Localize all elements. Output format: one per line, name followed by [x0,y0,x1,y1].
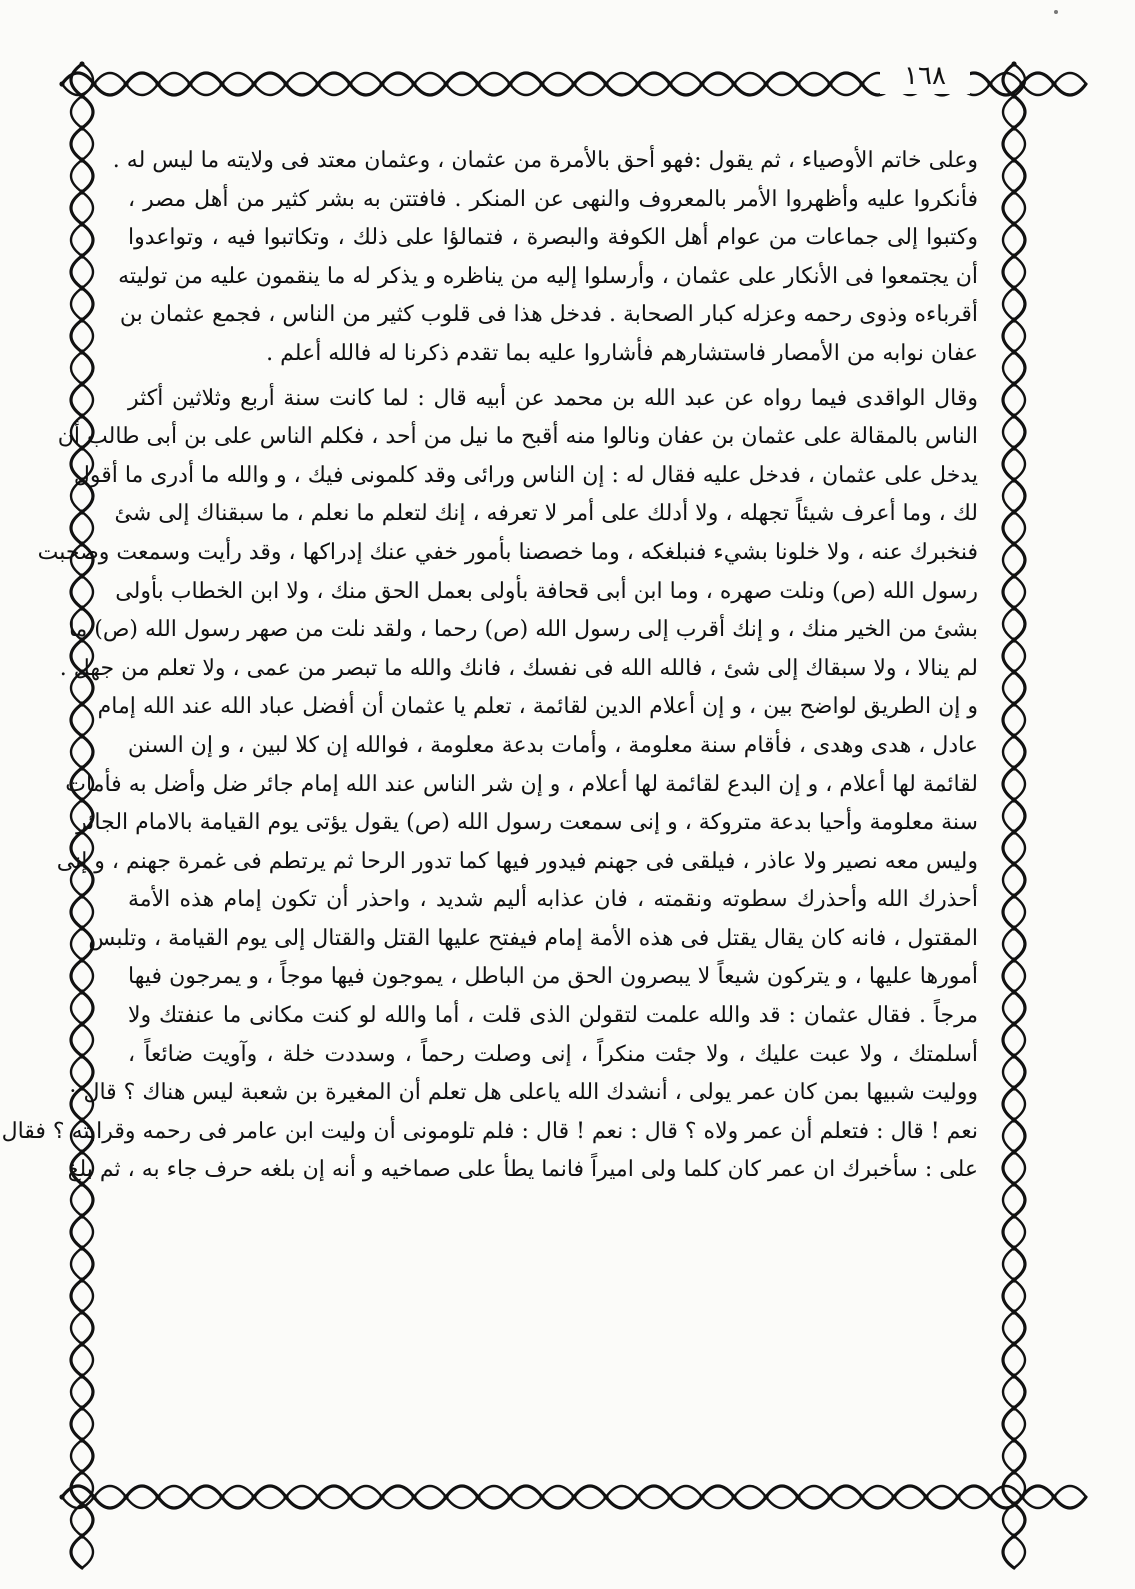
chain-knot [859,81,864,86]
chain-knot [1011,573,1016,578]
chain-knot [1011,1373,1016,1378]
chain-knot [1011,829,1016,834]
chain-knot [1011,1309,1016,1314]
chain-knot [699,1494,704,1499]
chain-knot [251,81,256,86]
chain-knot [379,81,384,86]
chain-knot [79,157,84,162]
chain-knot [1011,509,1016,514]
chain-knot [123,1494,128,1499]
chain-knot [79,957,84,962]
chain-knot [635,81,640,86]
ornamental-border-bottom [62,1477,1034,1517]
chain-knot [219,1494,224,1499]
paragraph-1 [112,142,978,374]
chain-knot [1011,1149,1016,1154]
chain-knot [1011,93,1016,98]
chain-knot [763,81,768,86]
chain-knot [79,285,84,290]
chain-knot [699,81,704,86]
chain-knot [507,81,512,86]
text-line: لك ، وما أعرف شيئاً تجهله ، ولا أدلك على أمر لا تعرفه ، إنك لتعلم ما نعلم ، ما سبقناك إلى شئ [114,501,978,527]
chain-knot [411,81,416,86]
chain-knot [1011,445,1016,450]
chain-knot [443,81,448,86]
chain-knot [187,81,192,86]
chain-knot [379,1494,384,1499]
chain-knot [891,1494,896,1499]
chain-knot [79,989,84,994]
chain-knot [79,509,84,514]
text-line: نعم ! قال : فتعلم أن عمر ولاه ؟ قال : نعم ! قال : فلم تلومونى أن وليت ابن عامر فى رحمه وقرابته ؟ فقال [1,1118,978,1144]
chain-knot [315,81,320,86]
chain-knot [79,1309,84,1314]
chain-knot [571,1494,576,1499]
text-line: رسول الله (ص) ونلت صهره ، وما ابن أبى قحافة بأولى بعمل الحق منك ، ولا ابن الخطاب بأولى [115,578,978,604]
chain-knot [79,1053,84,1058]
text-line: مرجاً . فقال عثمان : قد والله علمت لتقولن الذى قلت ، أما والله لو كنت مكانى ما عنفتك ولا [128,1003,978,1029]
text-line: و إن الطريق لواضح بين ، و إن أعلام الدين لقائمة ، تعلم يا عثمان أن أفضل عباد الله عند الله إمام [97,694,978,720]
chain-knot [1011,1533,1016,1538]
chain-knot [79,317,84,322]
chain-knot [1011,1437,1016,1442]
chain-knot [1011,669,1016,674]
chain-knot [795,1494,800,1499]
text-line: وعلى خاتم الأوصياء ، ثم يقول :فهو أحق بالأمرة من عثمان ، وعثمان معتد فى ولايته ما ليس له . [112,148,978,173]
chain-knot [1011,605,1016,610]
chain-knot [1011,797,1016,802]
text-line: أمورها عليها ، و يتركون شيعاً لا يبصرون الحق من الباطل ، يموجون فيها موجاً ، و يمرجون فيها [128,964,979,990]
text-line: أقرباءه وذوى رحمه وعزله كبار الصحابة . فدخل هذا فى قلوب كثير من الناس ، فجمع عثمان بن [119,302,978,328]
chain-knot [1011,317,1016,322]
chain-knot [79,1277,84,1282]
chain-knot [731,1494,736,1499]
chain-knot [155,81,160,86]
chain-knot [795,81,800,86]
chain-knot [1011,1501,1016,1506]
text-line: أن يجتمعوا فى الأنكار على عثمان ، وأرسلوا إليه من يناظره و يذكر له ما ينقمون عليه من توليته [118,263,978,289]
chain-knot [79,1341,84,1346]
chain-knot [1011,221,1016,226]
chain-knot [1011,637,1016,642]
chain-knot [1011,1117,1016,1122]
chain-knot [1011,477,1016,482]
chain-knot [1011,61,1016,66]
text-line: فأنكروا عليه وأظهروا الأمر بالمعروف والنهى عن المنكر . فافتتن به بشر كثير من أهل مصر ، [128,186,978,212]
text-line: لقائمة لها أعلام ، و إن البدع لقائمة لها أعلام ، و إن شر الناس عند الله إمام جائر ضل وأضل به فأمات [65,771,978,797]
chain-knot [155,1494,160,1499]
text-line: لم ينالا ، ولا سبقاك إلى شئ ، فالله الله فى نفسك ، فانك والله ما تبصر من عمى ، ولا تعلم من جهل . [59,655,978,681]
chain-knot [79,1373,84,1378]
chain-knot [859,1494,864,1499]
chain-knot [79,1405,84,1410]
chain-knot [79,925,84,930]
chain-knot [1011,381,1016,386]
chain-knot [315,1494,320,1499]
text-line: سنة معلومة وأحيا بدعة متروكة ، و إنى سمعت رسول الله (ص) يقول يؤتى يوم القيامة بالامام الجائر [76,810,978,836]
chain-knot [635,1494,640,1499]
chain-knot [187,1494,192,1499]
paragraph-2 [37,380,978,689]
chain-knot [1011,861,1016,866]
chain-knot [955,1494,960,1499]
text-line: فنخبرك عنه ، ولا خلونا بشيء فنبلغكه ، وما خصصنا بأمور خفي عنك إدراكها ، وقد رأيت وسمعت وصحبت [37,539,978,565]
paragraph-3 [1,688,979,1190]
chain-knot [763,1494,768,1499]
chain-knot [1051,81,1056,86]
chain-knot [79,349,84,354]
chain-knot [79,125,84,130]
chain-knot [1011,1085,1016,1090]
chain-knot [1011,413,1016,418]
text-line: وكتبوا إلى جماعات من عوام أهل الكوفة والبصرة ، فتمالؤا على ذلك ، وتكاتبوا فيه ، وتواعدوا [128,225,978,251]
chain-knot [79,221,84,226]
chain-knot [1011,893,1016,898]
chain-knot [1011,1341,1016,1346]
text-line: ووليت شبيها بمن كان عمر يولى ، أنشدك الله ياعلى هل تعلم أن المغيرة بن شعبة ليس هناك ؟ قال : [69,1080,978,1106]
body-text [1,142,979,1190]
chain-knot [667,1494,672,1499]
chain-knot [475,81,480,86]
chain-knot [123,81,128,86]
text-line: وليس معه نصير ولا عاذر ، فيلقى فى جهنم فيدور فيها كما تدور الرحا ثم يرتطم فى غمرة جهنم ، و إنى [56,848,978,874]
chain-knot [251,1494,256,1499]
chain-knot [507,1494,512,1499]
ornamental-border-right [994,64,1034,1517]
chain-knot [79,1021,84,1026]
chain-knot [475,1494,480,1499]
text-line: وقال الواقدى فيما رواه عن عبد الله بن محمد عن أبيه قال : لما كانت سنة أربع وثلاثين أكثر [128,385,978,411]
chain-knot [731,81,736,86]
text-line: يدخل على عثمان ، فدخل عليه فقال له : إن الناس ورائى وقد كلمونى فيك ، و والله ما أدرى ما أقول [73,462,978,488]
chain-knot [987,1494,992,1499]
chain-knot [411,1494,416,1499]
page-number: ١٦٨ [880,58,970,94]
chain-knot [827,1494,832,1499]
chain-knot [443,1494,448,1499]
chain-knot [1011,701,1016,706]
chain-knot [1011,1213,1016,1218]
chain-knot [79,93,84,98]
chain-knot [603,1494,608,1499]
text-line: على : سأخبرك ان عمر كان كلما ولى اميراً فانما يطأ على صماخيه و أنه إن بلغه حرف جاء به ، ثم بلغ [67,1157,978,1183]
chain-knot [79,573,84,578]
chain-knot [1011,1405,1016,1410]
text-line: أحذرك الله وأحذرك سطوته ونقمته ، فان عذابه أليم شديد ، واحذر أن تكون إمام هذه الأمة [128,887,978,913]
chain-knot [79,1533,84,1538]
chain-knot [79,253,84,258]
chain-knot [79,1469,84,1474]
chain-knot [827,81,832,86]
chain-knot [571,81,576,86]
chain-knot [79,1501,84,1506]
text-line: الناس بالمقالة على عثمان بن عفان ونالوا منه أقبح ما نيل من أحد ، فكلم الناس على بن أبى طالب أن [57,424,978,450]
chain-knot [1011,189,1016,194]
text-line: عفان نوابه من الأمصار فاستشارهم فأشاروا عليه بما تقدم ذكرنا له فالله أعلم . [266,340,978,366]
chain-knot [79,701,84,706]
chain-knot [1011,1053,1016,1058]
chain-knot [1011,541,1016,546]
chain-knot [539,81,544,86]
text-line: بشئ من الخير منك ، و إنك أقرب إلى رسول الله (ص) رحما ، ولقد نلت من صهر رسول الله (ص) ما [68,617,978,643]
chain-knot [987,81,992,86]
chain-knot [1011,765,1016,770]
chain-knot [1011,733,1016,738]
scan-speck [1054,10,1058,14]
chain-knot [1011,157,1016,162]
text-line: أسلمتك ، ولا عبت عليك ، ولا جئت منكراً ، إنى وصلت رحماً ، وسددت خلة ، وآويت ضائعاً ، [128,1041,978,1067]
chain-knot [1011,1245,1016,1250]
chain-knot [923,1494,928,1499]
chain-knot [283,81,288,86]
chain-knot [79,733,84,738]
chain-knot [539,1494,544,1499]
chain-knot [347,81,352,86]
chain-knot [79,1245,84,1250]
chain-knot [1011,989,1016,994]
chain-knot [1011,125,1016,130]
chain-knot [1011,349,1016,354]
chain-knot [1011,957,1016,962]
chain-knot [79,61,84,66]
chain-knot [1011,285,1016,290]
chain-knot [219,81,224,86]
chain-knot [1051,1494,1056,1499]
chain-knot [79,1437,84,1442]
chain-knot [1011,253,1016,258]
chain-knot [1011,1469,1016,1474]
chain-knot [79,893,84,898]
text-line: عادل ، هدى وهدى ، فأقام سنة معلومة ، وأمات بدعة معلومة ، فوالله إن كلا لبين ، و إن السنن [127,732,978,758]
chain-knot [79,605,84,610]
chain-knot [1011,1021,1016,1026]
chain-knot [1011,1277,1016,1282]
chain-knot [79,381,84,386]
chain-knot [347,1494,352,1499]
chain-knot [283,1494,288,1499]
text-line: المقتول ، فانه كان يقال يقتل فى هذه الأمة إمام فيفتح عليها القتل والقتال إلى يوم القيامة ، وتلبس [88,925,978,951]
chain-knot [79,189,84,194]
chain-knot [667,81,672,86]
chain-knot [1011,925,1016,930]
chain-knot [1011,1181,1016,1186]
chain-knot [79,1213,84,1218]
chain-knot [603,81,608,86]
